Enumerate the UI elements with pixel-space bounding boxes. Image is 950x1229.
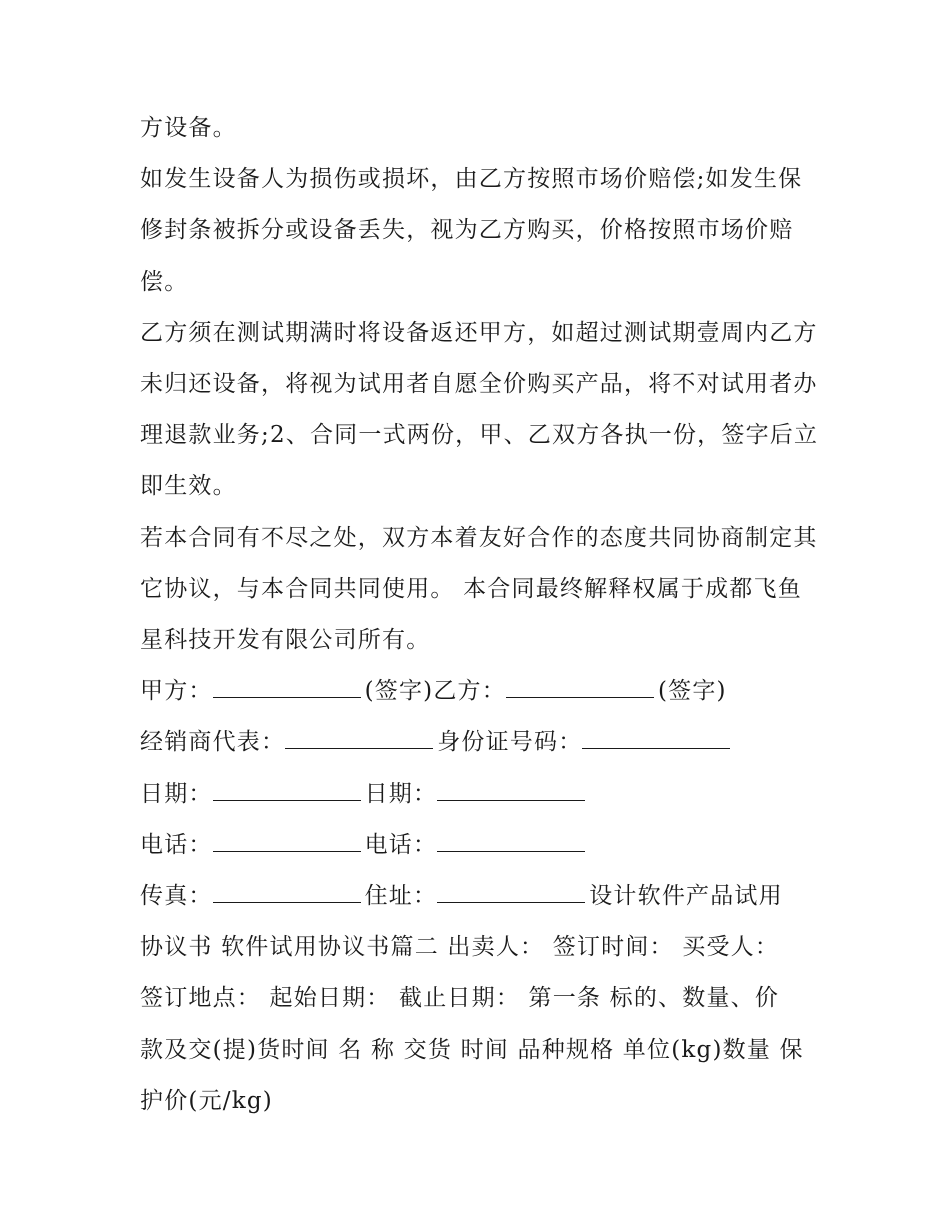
party-a-signature-blank [213, 673, 361, 698]
address-label: 住址： [364, 883, 438, 910]
next-document-title-start: 设计软件产品试用 [589, 883, 783, 910]
date-blank-a [213, 776, 361, 801]
signature-line-dates [140, 769, 820, 820]
party-b-signature-blank [506, 673, 654, 698]
dealer-label: 经销商代表： [140, 729, 286, 756]
phone-blank-b [437, 827, 585, 852]
fax-blank [213, 878, 361, 903]
signature-line-parties [140, 666, 820, 717]
party-b-label: 乙方： [433, 678, 506, 705]
date-blank-b [437, 776, 585, 801]
id-number-blank [582, 724, 730, 749]
party-a-label: 甲方： [140, 678, 213, 705]
paragraph-supplementary-agreement: 若本合同有不尽之处，双方本着友好合作的态度共同协商制定其它协议，与本合同共同使用。 本合同最终解释权属于成都飞鱼星科技开发有限公司所有。 [140, 524, 818, 654]
agreement-header-line-1: 协议书 软件试用协议书篇二 出卖人： 签订时间： 买受人： [140, 934, 780, 961]
date-label-a: 日期： [140, 780, 213, 807]
fax-label: 传真： [140, 883, 213, 910]
dealer-blank [285, 724, 433, 749]
phone-label-b: 电话： [364, 831, 438, 858]
paragraph-device-return: 方设备。 [140, 115, 237, 141]
paragraph-damage-compensation: 如发生设备人为损伤或损坏，由乙方按照市场价赔偿;如发生保修封条被拆分或设备丢失，视为乙方购买，价格按照市场价赔偿。 [140, 166, 803, 295]
phone-label-a: 电话： [140, 831, 213, 858]
agreement-header-line-2: 签订地点： 起始日期： 截止日期： 第一条 标的、数量、价 [140, 985, 780, 1012]
paragraph-return-deadline: 乙方须在测试期满时将设备返还甲方，如超过测试期壹周内乙方未归还设备，将视为试用者自愿全价购买产品，将不对试用者办理退款业务;2、合同一式两份，甲、乙双方各执一份，签字后立即生效。 [140, 319, 819, 500]
document-body [140, 103, 820, 1127]
phone-blank-a [213, 827, 361, 852]
address-blank [437, 878, 585, 903]
party-a-sign-note: (签字) [364, 678, 434, 705]
agreement-header-line-3: 款及交(提)货时间 名 称 交货 时间 品种规格 单位(kg)数量 保 [140, 1036, 804, 1063]
signature-line-fax-address [140, 871, 820, 922]
signature-line-representative [140, 717, 820, 768]
date-label-b: 日期： [364, 780, 438, 807]
agreement-header-line-4: 护价(元/kg) [140, 1087, 273, 1114]
id-number-label: 身份证号码： [437, 729, 583, 756]
party-b-sign-note: (签字) [657, 678, 727, 705]
signature-line-phones [140, 820, 820, 871]
